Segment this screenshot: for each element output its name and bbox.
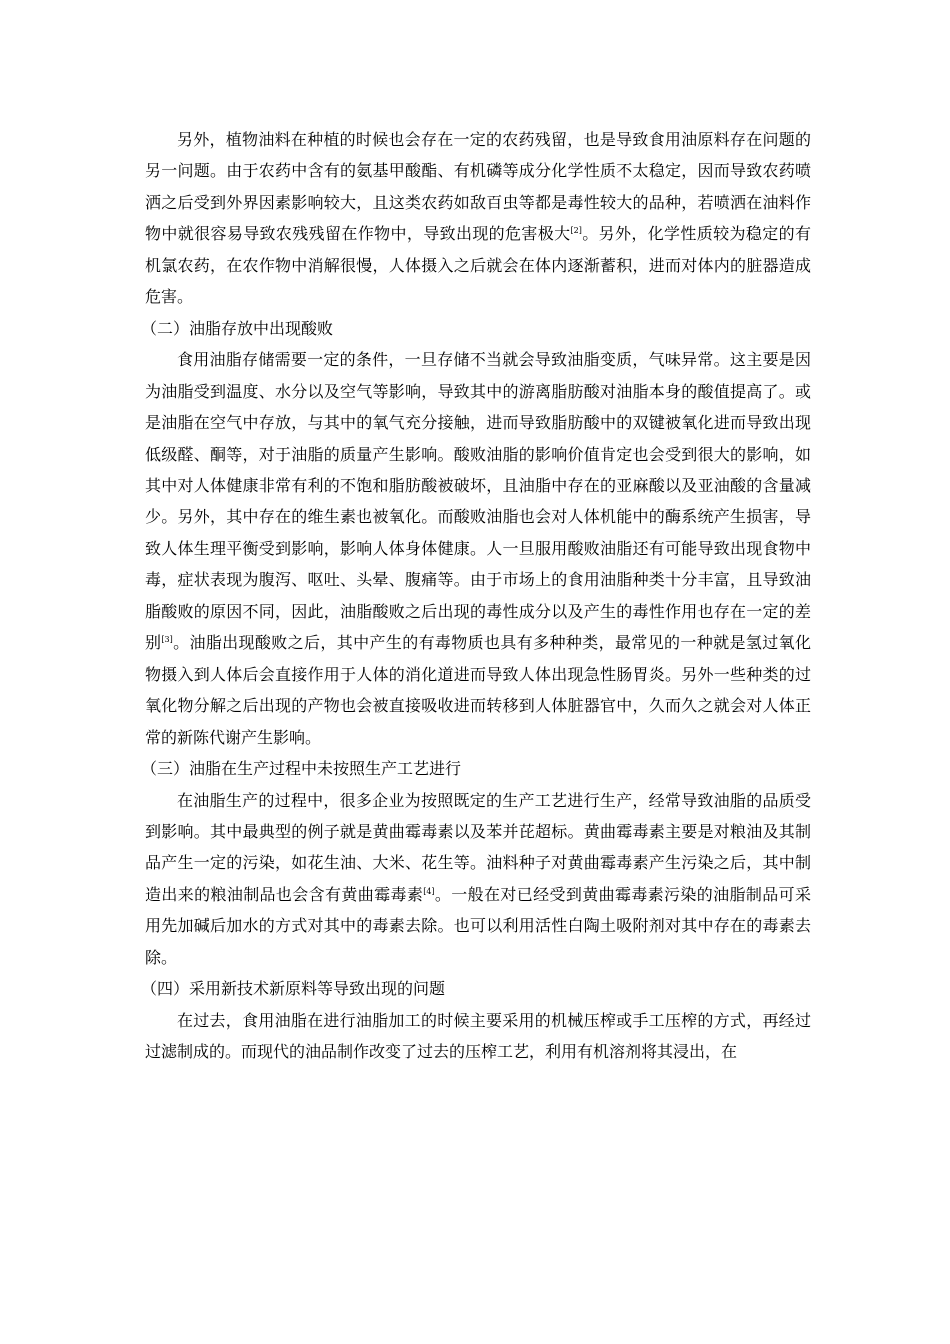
paragraph-text: 在油脂生产的过程中，很多企业为按照既定的生产工艺进行生产，经常导致油脂的品质受到影响。其中最典型的例子就是黄曲霉毒素以及苯并芘超标。黄曲霉毒素主要是对粮油及其制品产生一定的污染，如花生油、大米、花生等。油料种子对黄曲霉毒素产生污染之后，其中制造出来的粮油制品也会含有黄曲霉毒素 — [145, 790, 811, 904]
paragraph-pesticide-residue — [145, 124, 811, 313]
paragraph-text: 在过去，食用油脂在进行油脂加工的时候主要采用的机械压榨或手工压榨的方式，再经过过滤制成的。而现代的油品制作改变了过去的压榨工艺，利用有机溶剂将其浸出，在 — [145, 1010, 811, 1062]
paragraph-text: 另外，植物油料在种植的时候也会存在一定的农药残留，也是导致食用油原料存在问题的另一问题。由于农药中含有的氨基甲酸酯、有机磷等成分化学性质不太稳定，因而导致农药喷洒之后受到外界因素影响较大，且这类农药如敌百虫等都是毒性较大的品种，若喷洒在油料作物中就很容易导致农残残留在作物中，导致出现的危害极大 — [145, 130, 811, 244]
paragraph-text: 。一般在对已经受到黄曲霉毒素污染的油脂制品可采用先加碱后加水的方式对其中的毒素去除。也可以利用活性白陶土吸附剂对其中存在的毒素去除。 — [145, 884, 811, 967]
citation-ref: [3] — [161, 635, 173, 645]
section-heading-new-technology — [141, 973, 811, 1004]
paragraph-text: 食用油脂存储需要一定的条件，一旦存储不当就会导致油脂变质，气味异常。这主要是因为油脂受到温度、水分以及空气等影响，导致其中的游离脂肪酸对油脂本身的酸值提高了。或是油脂在空气中存放，与其中的氧气充分接触，进而导致脂肪酸中的双键被氧化进而导致出现低级醛、酮等，对于油脂的质量产生影响。酸败油脂的影响价值肯定也会受到很大的影响，如其中对人体健康非常有利的不饱和脂肪酸被破坏，且油脂中存在的亚麻酸以及亚油酸的含量减少。另外，其中存在的维生素也被氧化。而酸败油脂也会对人体机能中的酶系统产生损害，导致人体生理平衡受到影响，影响人体身体健康。人一旦服用酸败油脂还有可能导致出现食物中毒，症状表现为腹泻、呕吐、头晕、腹痛等。由于市场上的食用油脂种类十分丰富，且导致油脂酸败的原因不同，因此，油脂酸败之后出现的毒性成分以及产生的毒性作用也存在一定的差别 — [145, 350, 811, 653]
paragraph-text: 。油脂出现酸败之后，其中产生的有毒物质也具有多种种类，最常见的一种就是氢过氧化物摄入到人体后会直接作用于人体的消化道进而导致人体出现急性肠胃炎。另外一些种类的过氧化物分解之后出现的产物也会被直接吸收进而转移到人体脏器官中，久而久之就会对人体正常的新陈代谢产生影响。 — [145, 633, 811, 747]
heading-text: （三）油脂在生产过程中未按照生产工艺进行 — [141, 759, 462, 779]
citation-ref: [2] — [570, 226, 582, 236]
document-body — [141, 124, 811, 1068]
heading-text: （四）采用新技术新原料等导致出现的问题 — [141, 979, 446, 999]
paragraph-new-technology — [145, 1005, 811, 1068]
heading-text: （二）油脂存放中出现酸败 — [141, 318, 334, 338]
citation-ref: [4] — [423, 886, 435, 896]
section-heading-rancidity — [141, 313, 811, 344]
paragraph-rancidity — [145, 344, 811, 753]
paragraph-text: 。另外，化学性质较为稳定的有机氯农药，在农作物中消解很慢，人体摄入之后就会在体内逐渐蓄积，进而对体内的脏器造成危害。 — [145, 224, 811, 307]
paragraph-production-process — [145, 785, 811, 974]
section-heading-production-process — [141, 753, 811, 784]
